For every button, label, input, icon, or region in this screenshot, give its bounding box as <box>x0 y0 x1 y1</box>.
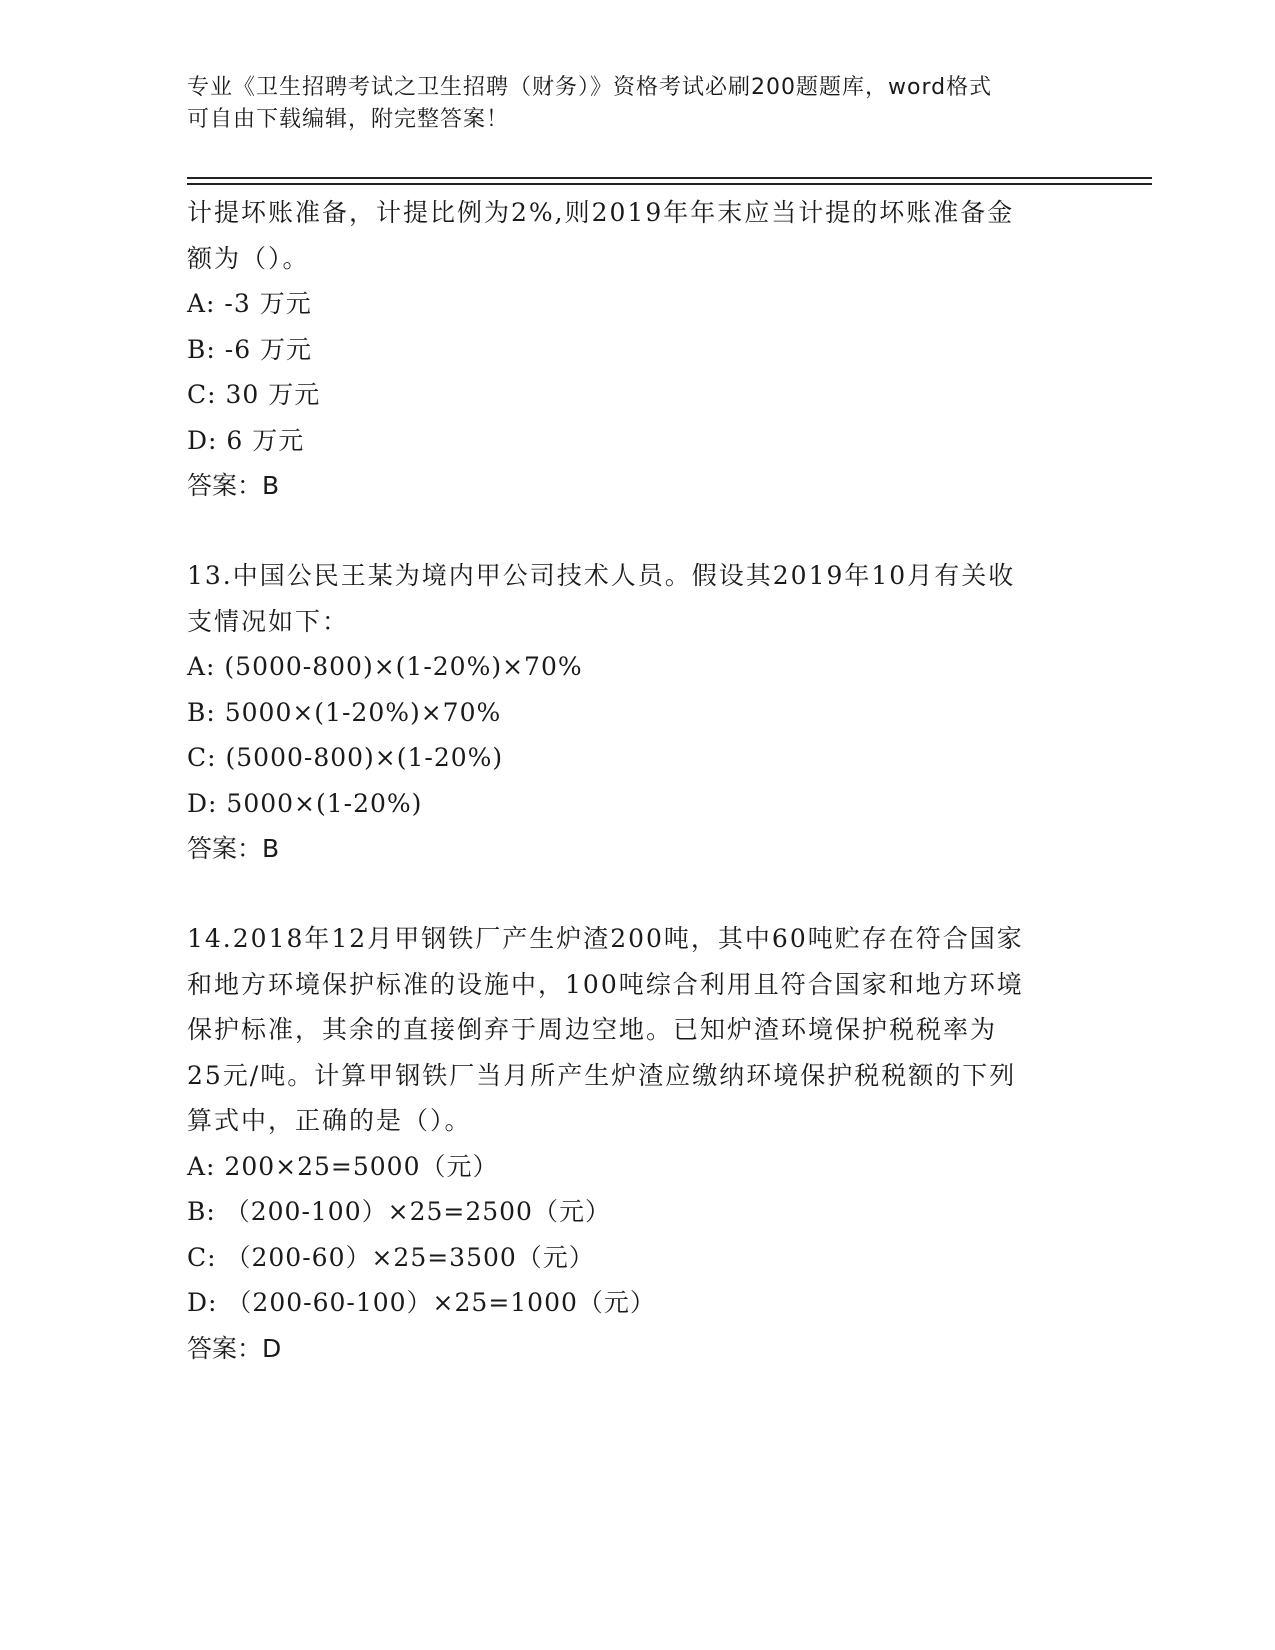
question-text-line: 和地方环境保护标准的设施中，100吨综合利用且符合国家和地方环境 <box>187 969 1024 999</box>
question-text-line: 支情况如下： <box>187 606 350 636</box>
option-d: D: 5000×(1-20%) <box>187 788 423 818</box>
header-divider-bottom <box>187 183 1152 185</box>
question-text-line: 25元/吨。计算甲钢铁厂当月所产生炉渣应缴纳环境保护税税额的下列 <box>187 1060 1017 1090</box>
answer-line: 答案：B <box>187 471 280 500</box>
question-text-line: 14.2018年12月甲钢铁厂产生炉渣200吨，其中60吨贮存在符合国家 <box>187 924 1024 953</box>
question-list <box>187 190 1087 1371</box>
option-b: B: （200-100）×25=2500（元） <box>187 1197 611 1226</box>
question-text-line: 额为（）。 <box>187 243 310 273</box>
option-c: C: 30 万元 <box>187 380 321 409</box>
question-item <box>187 553 1087 871</box>
document-header <box>187 72 1087 136</box>
option-a: A: -3 万元 <box>187 289 312 318</box>
option-d: D: 6 万元 <box>187 425 305 455</box>
option-a: A: 200×25=5000（元） <box>187 1151 499 1181</box>
question-text-line: 13.中国公民王某为境内甲公司技术人员。假设其2019年10月有关收 <box>187 561 1016 590</box>
option-c: C: （200-60）×25=3500（元） <box>187 1242 595 1272</box>
option-d: D: （200-60-100）×25=1000（元） <box>187 1288 656 1317</box>
answer-line: 答案：B <box>187 834 280 863</box>
option-b: B: 5000×(1-20%)×70% <box>187 697 502 727</box>
option-a: A: (5000-800)×(1-20%)×70% <box>187 652 583 681</box>
option-b: B: -6 万元 <box>187 334 313 364</box>
header-divider-top <box>187 177 1152 179</box>
question-text-line: 算式中，正确的是（）。 <box>187 1106 472 1135</box>
header-line-1: 专业《卫生招聘考试之卫生招聘（财务）》资格考试必刷200题题库，word格式 <box>187 75 993 100</box>
question-item <box>187 916 1087 1371</box>
header-line-2: 可自由下载编辑，附完整答案！ <box>187 107 510 132</box>
question-text-line: 计提坏账准备，计提比例为2%,则2019年年末应当计提的坏账准备金 <box>187 198 1015 227</box>
option-c: C: (5000-800)×(1-20%) <box>187 743 504 772</box>
question-item <box>187 190 1087 508</box>
answer-line: 答案：D <box>187 1333 282 1363</box>
question-text-line: 保护标准，其余的直接倒弃于周边空地。已知炉渣环境保护税税率为 <box>187 1015 998 1044</box>
